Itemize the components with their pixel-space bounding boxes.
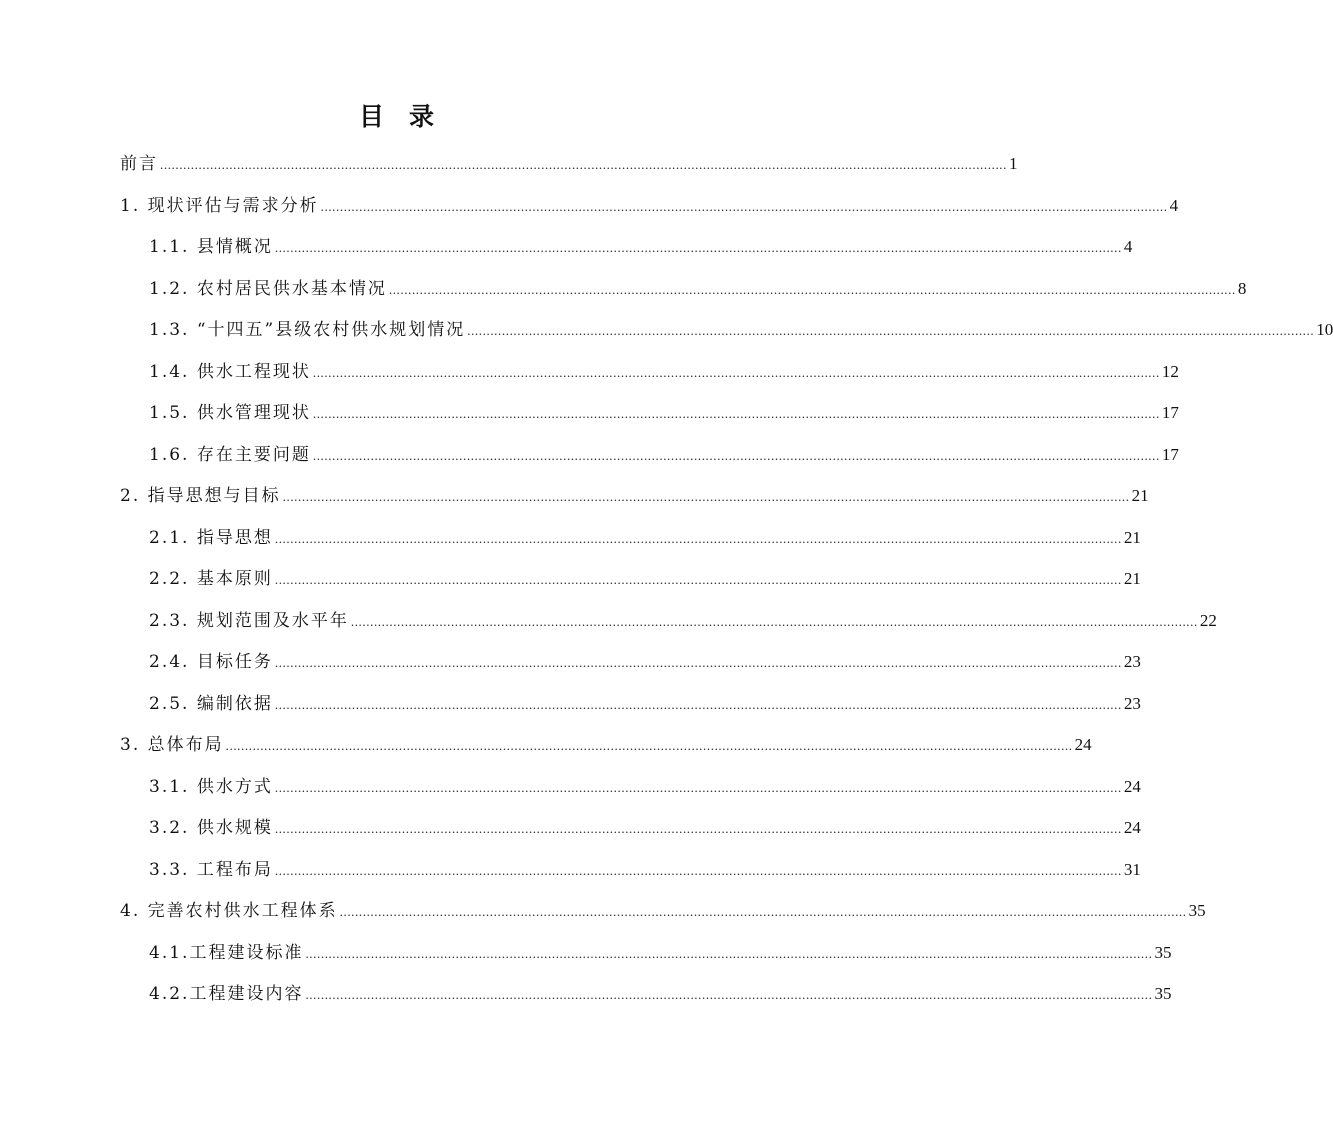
toc-page-number: 12 [1161,361,1179,381]
toc-entry[interactable] [120,309,1333,351]
dot-leader: ............................................................................................................................................................................................................................ [274,530,1122,546]
toc-page-number: 22 [1199,610,1217,630]
dot-leader: ............................................................................................................................................................................................................................ [467,323,1315,338]
toc-entry-label: 2.3. 规划范围及水平年 [149,610,349,631]
toc-page-number: 1 [1009,154,1018,173]
toc-entry[interactable] [120,268,1247,310]
toc-entry-label: 1.1. 县情概况 [149,237,273,257]
dot-leader: ............................................................................................................................................................................................................................ [282,489,1130,504]
toc-entry[interactable] [120,973,1172,1015]
toc-entry[interactable] [120,766,1141,808]
dot-leader: ............................................................................................................................................................................................................................ [312,447,1160,463]
toc-page-number: 4 [1169,195,1179,215]
toc-entry[interactable] [120,890,1206,932]
toc-page-number: 31 [1123,859,1141,879]
toc-entry-label: 4.2.工程建设内容 [149,984,304,1004]
toc-page-number: 21 [1123,569,1141,588]
dot-leader: ............................................................................................................................................................................................................................ [388,281,1236,297]
toc-page-number: 8 [1237,278,1247,298]
toc-page-number: 35 [1154,942,1172,962]
dot-leader: ............................................................................................................................................................................................................................ [312,364,1160,380]
dot-leader: ............................................................................................................................................................................................................................ [274,862,1122,878]
dot-leader: ............................................................................................................................................................................................................................ [274,696,1122,712]
toc-entry[interactable] [120,226,1133,268]
toc-entry-label: 3.1. 供水方式 [149,776,273,797]
toc-page-number: 35 [1188,901,1206,920]
page-title: 目 录 [358,102,434,131]
toc-entry[interactable] [120,143,1018,185]
toc-entry[interactable] [120,807,1141,849]
toc-entry-label: 4. 完善农村供水工程体系 [120,901,338,921]
toc-entry-label: 2.1. 指导思想 [149,527,273,548]
toc-entry-label: 2.4. 目标任务 [149,652,273,672]
toc-entry-label: 1.3. “十四五”县级农村供水规划情况 [149,320,466,340]
dot-leader: ............................................................................................................................................................................................................................ [225,738,1073,753]
toc-page-number: 4 [1123,237,1133,256]
toc-entry-label: 3. 总体布局 [120,735,224,755]
toc-page-number: 21 [1131,486,1149,505]
toc-entry-label: 2.5. 编制依据 [149,693,273,714]
dot-leader: ............................................................................................................................................................................................................................ [274,779,1122,795]
dot-leader: ............................................................................................................................................................................................................................ [339,904,1187,919]
table-of-contents [120,143,1333,1015]
toc-entry[interactable] [120,434,1179,476]
toc-page-number: 24 [1123,818,1141,837]
toc-entry-label: 3.2. 供水规模 [149,818,273,838]
dot-leader: ............................................................................................................................................................................................................................ [160,157,1007,172]
toc-entry-label: 4.1.工程建设标准 [149,942,304,963]
dot-leader: ............................................................................................................................................................................................................................ [274,240,1122,255]
dot-leader: ............................................................................................................................................................................................................................ [274,655,1122,670]
toc-entry[interactable] [120,932,1172,974]
toc-entry-label: 2. 指导思想与目标 [120,486,281,506]
toc-entry-label: 1.5. 供水管理现状 [149,403,311,423]
toc-page-number: 17 [1161,444,1179,464]
dot-leader: ............................................................................................................................................................................................................................ [274,821,1122,836]
toc-entry-label: 1.4. 供水工程现状 [149,361,311,382]
toc-page-number: 23 [1123,652,1141,671]
toc-page-number: 24 [1074,735,1092,754]
toc-page-number: 24 [1123,776,1141,796]
toc-entry[interactable] [120,849,1141,891]
toc-entry-label: 1. 现状评估与需求分析 [120,195,319,216]
toc-entry[interactable] [120,185,1179,227]
dot-leader: ............................................................................................................................................................................................................................ [320,198,1168,214]
toc-entry[interactable] [120,558,1141,600]
toc-entry-label: 1.6. 存在主要问题 [149,444,311,465]
dot-leader: ............................................................................................................................................................................................................................ [305,987,1153,1002]
toc-entry-label: 2.2. 基本原则 [149,569,273,589]
toc-page-number: 23 [1123,693,1141,713]
toc-page-number: 10 [1316,320,1333,339]
dot-leader: ............................................................................................................................................................................................................................ [305,945,1153,961]
dot-leader: ............................................................................................................................................................................................................................ [350,613,1198,629]
toc-entry-label: 1.2. 农村居民供水基本情况 [149,278,387,299]
toc-entry[interactable] [120,600,1217,642]
toc-entry[interactable] [120,683,1141,725]
toc-entry-label: 3.3. 工程布局 [149,859,273,880]
toc-entry[interactable] [120,517,1141,559]
toc-entry[interactable] [120,351,1179,393]
toc-entry[interactable] [120,641,1141,683]
toc-page-number: 35 [1154,984,1172,1003]
dot-leader: ............................................................................................................................................................................................................................ [312,406,1160,421]
toc-page-number: 21 [1123,527,1141,547]
dot-leader: ............................................................................................................................................................................................................................ [274,572,1122,587]
toc-entry[interactable] [120,724,1092,766]
toc-page-number: 17 [1161,403,1179,422]
toc-entry[interactable] [120,475,1149,517]
toc-entry[interactable] [120,392,1179,434]
toc-entry-label: 前言 [120,154,158,174]
